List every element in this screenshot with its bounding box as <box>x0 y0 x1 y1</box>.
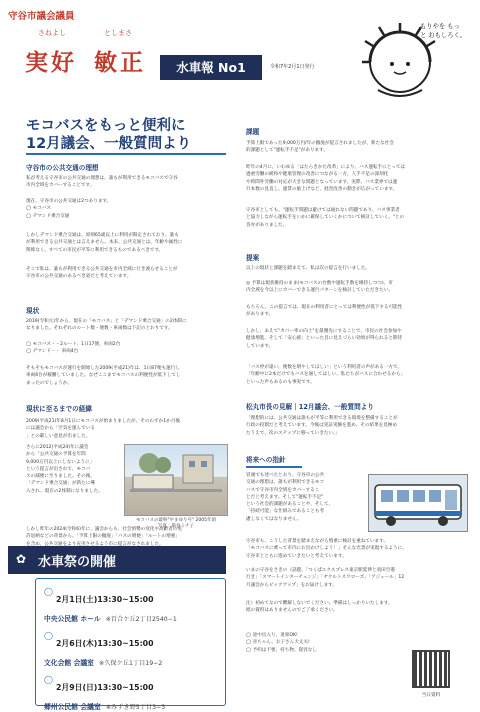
event-1 <box>44 587 177 625</box>
mascot-bubble: もりやを もっと おもしろく。 <box>420 23 466 39</box>
future-underline <box>246 466 302 468</box>
mayor-para: 「理想的には、公共交通は誰もが平等に利用できる環境を整備することが 行政の役割だと考えています。今後は実証実験を進め、その結果を見極め たうえで、次のステップに移っていきたい。」 <box>246 416 398 436</box>
event-1-bullet-icon: ◯ <box>44 587 53 596</box>
name-family: 実好 <box>25 49 77 76</box>
headline-underline <box>26 153 226 155</box>
ideal-para-1: 私が考える守谷市の公共交通の理想は、誰もが利用できるモコバスで守谷 市内全域をカバーすることです。 <box>26 176 178 189</box>
section-title-issue: 課題 <box>246 128 260 136</box>
header-label: 守谷市議会議員 <box>8 11 75 22</box>
bus-illustration <box>368 474 468 532</box>
future-para-2: 守谷市も、こうした背景を踏まえながら慎重に検討を重ねています。 「モコバスに乗って市内にお出かけしよう！」そんな光景が実現するように、 守谷市とともに進めていきたいと考えています。 <box>246 539 407 559</box>
ruby-family: さねよし <box>38 29 66 37</box>
event-1-address: ※百合ケ丘2丁目2540−1 <box>105 616 177 623</box>
ruby-given: としまさ <box>104 29 132 37</box>
proposal-para-2: ◎ 予算は現状維持のまま(モコバスの台数や運転手数を維持しつつ)、市 内全域を今以上にカバーできる運行パターンを検討していただきたい。 <box>246 281 393 294</box>
headline: モコバスをもっと便利に 12月議会、一般質問より <box>26 118 192 152</box>
proposal-para-5: 「バス停が遠い、便数を増やしてほしい」という利用者の声がある一方で、 「年齢中に2本だけでもバスを通してほしい、私たちがバスに合わせるから」 といった声もあるのも事実です。 <box>246 365 406 385</box>
status-para-2: ◯ モコバス・・2ルート、1日17便、車両2台 ◯ デマンド・・ 車両4台 <box>26 342 121 355</box>
bus-icon <box>369 475 467 531</box>
history-para-1: 2009(平成21)年8月1日にモコバスが始まりましたが、そのわずか1か月後 には議会から「空気を運んでいる 」との厳しい意見が出ました。 <box>26 419 180 439</box>
event-1-place: 中央公民館 ホール <box>44 615 101 623</box>
photo-caption: モコバスの最終"やまゆり号" 2005年頃 写真：染谷ミチ子 <box>135 518 217 529</box>
proposal-para-3: もちろん、この提言では、現在の利用者にとっては利便性が低下する可能性 があります。 <box>246 305 403 318</box>
ideal-para-2: 現在、守谷市の公共交通は2つあります。 ◯ モコバス ◯ デマンド乗合交通 <box>26 199 112 219</box>
event-2-date: 2月6日(木)13:30~15:00 <box>56 639 154 648</box>
section-title-ideal: 守谷市の公共交通の理想 <box>26 164 99 172</box>
flower-icon: ✿ <box>16 552 27 566</box>
event-1-date: 2月1日(土)13:30~15:00 <box>56 595 154 604</box>
name-given: 敏正 <box>94 49 146 76</box>
event-2-bullet-icon: ◯ <box>44 631 53 640</box>
event-3 <box>44 675 165 712</box>
qr-code-icon[interactable] <box>412 650 450 688</box>
mocobus-photo <box>124 444 228 516</box>
event-2-address: ※久保ケ丘1丁目19−2 <box>99 660 163 667</box>
issue-para-2: 昨年の4月に、いわゆる「はたらきかた改革」により、バス運転手にとっては 過重労働の緩和や健康管理の改善につながる一方、人手不足の深刻化 や時間外労働の対応が大きな問題となっています。実際、バス業界では運 行本数の見直し、運賃の値上げなど、経営改善の動きが広がっています。 <box>246 165 406 192</box>
proposal-para-1: 以上の現状と課題を踏まえて、私は次の提言を行いました。 <box>246 266 370 271</box>
event-3-place: 郷州公民館 会議室 <box>44 703 101 711</box>
issue-date: 令和7年2月1日発行 <box>270 64 315 70</box>
festival-para-1: いまの守谷をさきの《話題、「つくばエクスプレス東京駅延伸と羽田空港 行き」「スマートインターチェンジ」「ヤクルトスワローズ」「アジュール」12 月議会からピックアップ」をお届けします。 <box>246 568 405 588</box>
history-para-3: しかし昨年の2024(令和6)年に、議会からも、社会情勢の変化や高齢者の免 許返納などの背景から、「予算上限の撤廃」「バスの増便」「ルートの増強」 を含め、公共交通をより充実させるよう市に提言がなされました。 <box>26 527 183 547</box>
future-para-1: 冒頭でも述べたとおり、守谷市の公共 交通の理想は、誰もが利用できるモコ バスで守谷市内全域をカバーするこ とだと考えます。そして"運転手不足" という社会的課題があることや、そして、 「持続可能」な仕組みであることも考 慮しなくてはなりません。 <box>246 473 334 522</box>
event-3-address: ※みずき野5丁目3−3 <box>105 704 166 711</box>
event-3-date: 2月9日(日)13:30~15:00 <box>56 683 154 692</box>
qr-label: 当日資料 <box>421 693 441 698</box>
festival-header <box>8 546 226 574</box>
section-title-mayor: 松丸市長の見解｜12月議会、一般質問より <box>246 403 374 411</box>
proposal-para-4: しかし、あえて"カバー率の向上"を最優先にすることで、市民の社会参加や 健康増進、そして「安心感」といった目に見えづらい効果が得られると期待 しています。 <box>246 329 403 349</box>
section-title-proposal: 提案 <box>246 254 260 262</box>
section-title-history: 現状に至るまでの経緯 <box>26 405 92 413</box>
event-2-place: 文化会館 会議室 <box>44 659 94 667</box>
issue-para-3: 守谷市としても、"運転手問題は避けては通れない問題であり、バス事業者 と協力しながら運転手をいかに確保していくかについて検討していく。"との 答弁がありました。 <box>246 208 405 228</box>
ideal-para-4: そこで私は、誰もが利用できる公共交通を市内全域に行き渡らせることが 守谷市の公共交通のあるべき姿だと考えています。 <box>26 267 178 280</box>
festival-para-2: 注）初めてなので難解しないでください。準備はしっかりいたします。 紙の資料はありませんのでご了承ください。 <box>246 601 393 614</box>
issue-para-1: 予算上限であった9,000万円/年の撤廃が提言されましたが、新たな社会 的課題として"運転手不足"があります。 <box>246 141 394 154</box>
ideal-para-3: しかしデマンド乗合交通は、原則65歳以上に利用が限定されており、誰も が利用できる公共交通とは言えません。本来、公共交通とは、年齢や属性に 関係なく、すべての市民が平等に利用できるものであるべきです。 <box>26 233 183 253</box>
festival-events-box <box>35 578 226 711</box>
section-title-future: 将来への指針 <box>246 456 286 464</box>
festival-para-3: ◯ 途中出入り、退席OK! ◯ 赤ちゃん、お子さん大丈夫! ◯ 予約は不要、持ち物、資容なし <box>246 633 317 653</box>
status-para-1: 2019(令和元)年から、現在の「モコバス」と「デマンド乗合交通」の2体制に なりました。それぞれのルート数・便数・車両数は下記のとおりです。 <box>26 319 187 332</box>
status-para-3: そもそもモコバスが運行を開始した2009(平成21)年は、1日87便も運行し 車両6台が稼働していました。なぜここまでモコバスの利便性が低下してし まったのでしょうか。 <box>26 366 181 386</box>
bus-stop-photo-icon <box>125 445 227 515</box>
event-3-bullet-icon: ◯ <box>44 675 53 684</box>
history-para-2: さらに2012(平成24)年に議会 から「公共交通の予算を年間 9,000万円以上にしないように」 という提言が出されて、モコバ スの減便に至りました。その後、 「デマンド乗合交通」が新たに導 入され、現在の2体制になりました。 <box>26 445 103 494</box>
mascot-icon <box>348 6 470 106</box>
section-title-status: 現状 <box>26 307 40 315</box>
issue-badge: 水車報 No1 <box>160 55 262 80</box>
event-2 <box>44 631 162 669</box>
festival-title: 水車祭の開催 <box>38 555 117 570</box>
